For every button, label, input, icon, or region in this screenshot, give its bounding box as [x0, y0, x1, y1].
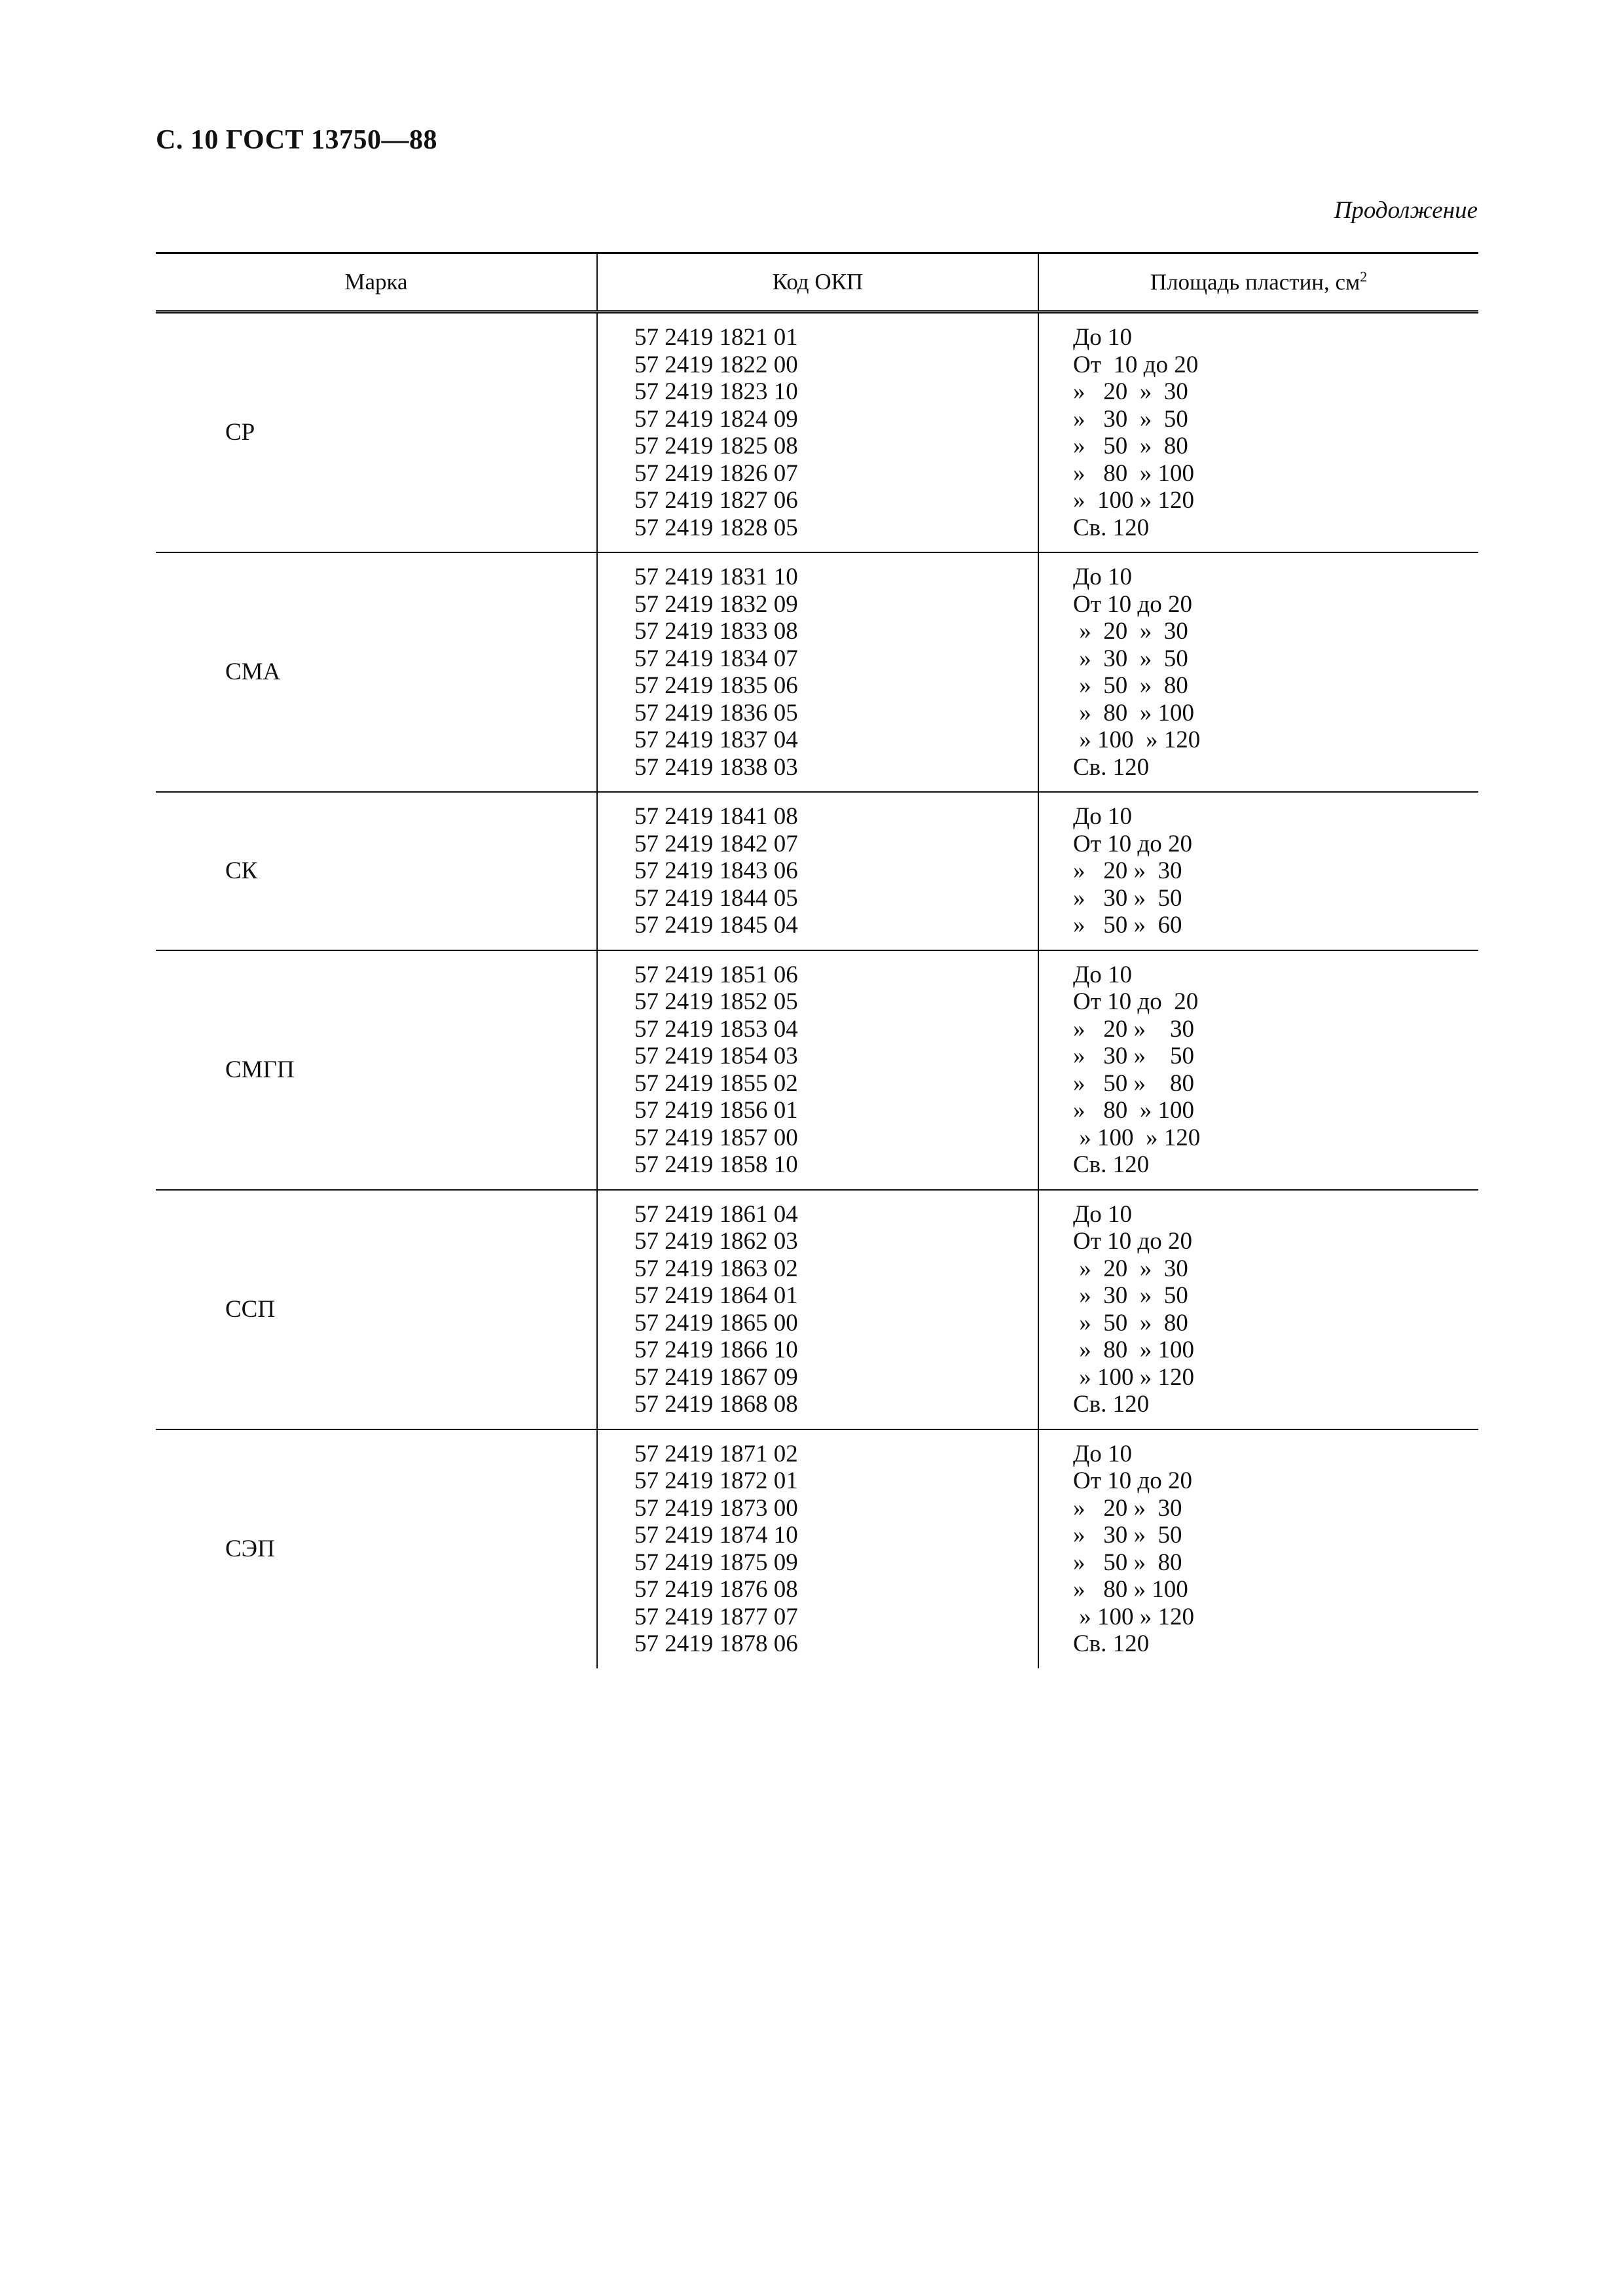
table-row — [156, 552, 1478, 792]
area-unit-superscript: 2 — [1360, 268, 1368, 285]
plate-area-range: » 50 » 60 — [1073, 912, 1182, 939]
okp-code: 57 2419 1844 05 — [634, 884, 798, 912]
plate-area-range: От 10 до 20 — [1073, 830, 1192, 857]
plate-area-range: » 80 » 100 — [1073, 1336, 1194, 1363]
code-cell — [597, 312, 1038, 553]
okp-code: 57 2419 1825 08 — [634, 433, 798, 459]
table-row — [156, 792, 1478, 950]
plate-area-range: » 100 » 120 — [1073, 487, 1194, 514]
okp-code: 57 2419 1856 01 — [634, 1097, 798, 1124]
okp-code: 57 2419 1836 05 — [634, 699, 798, 726]
plate-area-range: » 80 » 100 — [1073, 699, 1194, 726]
plate-area-range: » 30 » 50 — [1073, 1282, 1188, 1309]
table-row — [156, 1190, 1478, 1429]
okp-code: 57 2419 1855 02 — [634, 1069, 798, 1097]
okp-code: 57 2419 1821 01 — [634, 324, 798, 351]
table-row — [156, 1429, 1478, 1668]
code-cell — [597, 552, 1038, 792]
area-cell — [1038, 1190, 1478, 1429]
plate-area-range: До 10 — [1073, 1200, 1132, 1228]
okp-codes-table — [156, 252, 1478, 1668]
okp-code: 57 2419 1824 09 — [634, 405, 798, 433]
plate-area-range: От 10 до 20 — [1073, 590, 1192, 618]
plate-area-range: » 100 » 120 — [1073, 726, 1201, 753]
code-cell — [597, 792, 1038, 950]
plate-area-range: » 50 » 80 — [1073, 1309, 1188, 1336]
page-header: С. 10 ГОСТ 13750—88 — [156, 125, 438, 155]
mark-cell: ССП — [156, 1190, 597, 1429]
plate-area-range: » 20 » 30 — [1073, 857, 1182, 884]
plate-area-range: От 10 до 20 — [1073, 1467, 1192, 1494]
plate-area-range: » 20 » 30 — [1073, 1015, 1194, 1043]
plate-area-range: От 10 до 20 — [1073, 988, 1199, 1015]
okp-code: 57 2419 1874 10 — [634, 1522, 798, 1549]
plate-area-range: Св. 120 — [1073, 1151, 1150, 1178]
okp-code: 57 2419 1872 01 — [634, 1467, 798, 1494]
column-header-mark: Марка — [156, 253, 597, 312]
okp-code: 57 2419 1827 06 — [634, 487, 798, 514]
okp-code: 57 2419 1864 01 — [634, 1282, 798, 1309]
okp-code: 57 2419 1867 09 — [634, 1363, 798, 1391]
code-cell — [597, 950, 1038, 1190]
okp-code: 57 2419 1865 00 — [634, 1309, 798, 1336]
plate-area-range: Св. 120 — [1073, 753, 1150, 781]
plate-area-range: » 100 » 120 — [1073, 1603, 1194, 1630]
plate-area-range: До 10 — [1073, 1440, 1132, 1467]
plate-area-range: » 50 » 80 — [1073, 1069, 1194, 1097]
mark-cell: СР — [156, 312, 597, 553]
okp-code: 57 2419 1857 00 — [634, 1124, 798, 1151]
okp-code: 57 2419 1876 08 — [634, 1576, 798, 1603]
okp-code: 57 2419 1822 00 — [634, 351, 798, 378]
table-row — [156, 950, 1478, 1190]
okp-code: 57 2419 1845 04 — [634, 912, 798, 939]
plate-area-range: До 10 — [1073, 803, 1132, 830]
okp-code: 57 2419 1837 04 — [634, 726, 798, 753]
okp-code: 57 2419 1854 03 — [634, 1043, 798, 1069]
okp-code: 57 2419 1832 09 — [634, 590, 798, 618]
okp-code: 57 2419 1873 00 — [634, 1494, 798, 1522]
plate-area-range: До 10 — [1073, 324, 1132, 351]
plate-area-range: » 20 » 30 — [1073, 1255, 1188, 1282]
plate-area-range: До 10 — [1073, 961, 1132, 988]
okp-code: 57 2419 1841 08 — [634, 803, 798, 830]
okp-code: 57 2419 1823 10 — [634, 378, 798, 405]
okp-code: 57 2419 1842 07 — [634, 830, 798, 857]
code-cell — [597, 1429, 1038, 1668]
plate-area-range: » 30 » 50 — [1073, 884, 1182, 912]
plate-area-range: » 20 » 30 — [1073, 1494, 1182, 1522]
okp-code: 57 2419 1838 03 — [634, 753, 798, 781]
area-cell — [1038, 1429, 1478, 1668]
okp-code: 57 2419 1875 09 — [634, 1549, 798, 1576]
plate-area-range: » 80 » 100 — [1073, 459, 1194, 487]
plate-area-range: » 30 » 50 — [1073, 645, 1188, 672]
plate-area-range: » 50 » 80 — [1073, 433, 1188, 459]
okp-code: 57 2419 1851 06 — [634, 961, 798, 988]
plate-area-range: До 10 — [1073, 564, 1132, 590]
plate-area-range: » 20 » 30 — [1073, 378, 1188, 405]
okp-code: 57 2419 1834 07 — [634, 645, 798, 672]
plate-area-range: » 50 » 80 — [1073, 1549, 1182, 1576]
plate-area-range: » 80 » 100 — [1073, 1576, 1188, 1603]
area-cell — [1038, 312, 1478, 553]
mark-cell: СЭП — [225, 1535, 275, 1562]
mark-cell: СК — [156, 792, 597, 950]
plate-area-range: » 30 » 50 — [1073, 1043, 1194, 1069]
okp-code: 57 2419 1861 04 — [634, 1200, 798, 1228]
okp-code: 57 2419 1833 08 — [634, 618, 798, 645]
okp-code: 57 2419 1877 07 — [634, 1603, 798, 1630]
column-header-area: Площадь пластин, $см^2$ — [1038, 253, 1478, 312]
plate-area-range: От 10 до 20 — [1073, 351, 1199, 378]
table-row — [156, 312, 1478, 553]
mark-cell: СМА — [156, 552, 597, 792]
table-body — [156, 312, 1478, 1668]
code-cell — [597, 1190, 1038, 1429]
plate-area-range: » 30 » 50 — [1073, 1522, 1182, 1549]
okp-code: 57 2419 1866 10 — [634, 1336, 798, 1363]
table-header — [156, 253, 1478, 312]
okp-code: 57 2419 1868 08 — [634, 1391, 798, 1418]
okp-code: 57 2419 1826 07 — [634, 459, 798, 487]
area-cell — [1038, 950, 1478, 1190]
column-header-code: Код ОКП — [597, 253, 1038, 312]
mark-cell: СМГП — [156, 950, 597, 1190]
plate-area-range: Св. 120 — [1073, 1391, 1150, 1418]
plate-area-range: От 10 до 20 — [1073, 1228, 1192, 1255]
okp-code: 57 2419 1828 05 — [634, 514, 798, 541]
okp-code: 57 2419 1871 02 — [634, 1440, 798, 1467]
plate-area-range: » 80 » 100 — [1073, 1097, 1194, 1124]
okp-code: 57 2419 1863 02 — [634, 1255, 798, 1282]
okp-code: 57 2419 1862 03 — [634, 1228, 798, 1255]
area-cell — [1038, 792, 1478, 950]
okp-code: 57 2419 1878 06 — [634, 1630, 798, 1657]
plate-area-range: » 30 » 50 — [1073, 405, 1188, 433]
okp-code: 57 2419 1843 06 — [634, 857, 798, 884]
okp-code: 57 2419 1835 06 — [634, 672, 798, 699]
plate-area-range: » 100 » 120 — [1073, 1124, 1201, 1151]
area-cell — [1038, 552, 1478, 792]
plate-area-range: Св. 120 — [1073, 514, 1150, 541]
plate-area-range: Св. 120 — [1073, 1630, 1150, 1657]
continuation-label: Продолжение — [1334, 197, 1478, 224]
okp-code: 57 2419 1853 04 — [634, 1015, 798, 1043]
plate-area-range: » 100 » 120 — [1073, 1363, 1194, 1391]
plate-area-range: » 20 » 30 — [1073, 618, 1188, 645]
okp-code: 57 2419 1858 10 — [634, 1151, 798, 1178]
plate-area-range: » 50 » 80 — [1073, 672, 1188, 699]
okp-code: 57 2419 1852 05 — [634, 988, 798, 1015]
okp-code: 57 2419 1831 10 — [634, 564, 798, 590]
